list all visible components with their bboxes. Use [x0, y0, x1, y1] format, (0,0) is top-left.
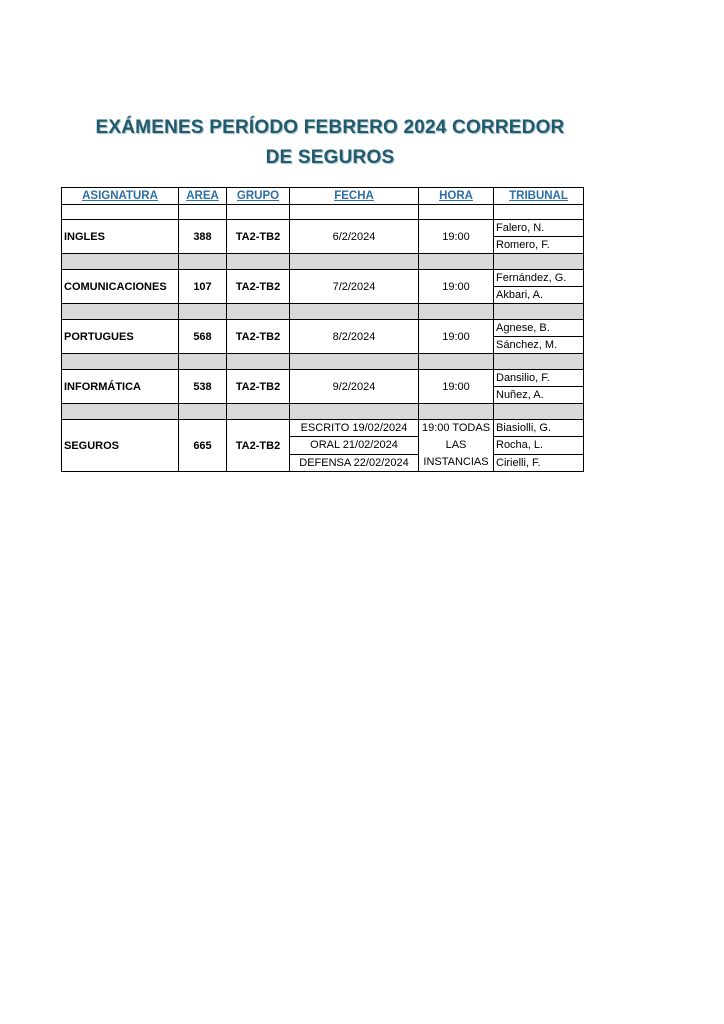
- time-cell-all-instances: [419, 420, 494, 472]
- table-row: [62, 370, 584, 387]
- tribunal-member: Dansilio, F.: [494, 370, 584, 387]
- separator-row: [62, 304, 584, 320]
- tribunal-member: Rocha, L.: [494, 437, 584, 454]
- subject-cell: SEGUROS: [62, 420, 179, 472]
- date-cell-escrito: ESCRITO 19/02/2024: [290, 420, 419, 437]
- time-cell: 19:00: [419, 270, 494, 304]
- area-cell: 538: [179, 370, 227, 404]
- tribunal-member: Biasiolli, G.: [494, 420, 584, 437]
- tribunal-member: Romero, F.: [494, 237, 584, 254]
- date-cell-defensa: DEFENSA 22/02/2024: [290, 454, 419, 471]
- tribunal-member: Agnese, B.: [494, 320, 584, 337]
- tribunal-member: Cirielli, F.: [494, 454, 584, 471]
- tribunal-member: Sánchez, M.: [494, 337, 584, 354]
- area-cell: 568: [179, 320, 227, 354]
- time-cell: 19:00: [419, 220, 494, 254]
- separator-row: [62, 404, 584, 420]
- tribunal-member: Akbari, A.: [494, 287, 584, 304]
- group-cell: TA2-TB2: [227, 320, 290, 354]
- header-asignatura: ASIGNATURA: [62, 188, 179, 205]
- area-cell: 107: [179, 270, 227, 304]
- table-row: [62, 220, 584, 237]
- tribunal-member: Falero, N.: [494, 220, 584, 237]
- area-cell: 388: [179, 220, 227, 254]
- tribunal-member: Fernández, G.: [494, 270, 584, 287]
- area-cell: 665: [179, 420, 227, 472]
- header-hora: HORA: [419, 188, 494, 205]
- group-cell: TA2-TB2: [227, 270, 290, 304]
- date-cell: 7/2/2024: [290, 270, 419, 304]
- time-line: 19:00 TODAS: [421, 422, 491, 434]
- table-row: [62, 270, 584, 287]
- header-area: AREA: [179, 188, 227, 205]
- group-cell: TA2-TB2: [227, 220, 290, 254]
- table-row: [62, 320, 584, 337]
- date-cell: 8/2/2024: [290, 320, 419, 354]
- subject-cell: INGLES: [62, 220, 179, 254]
- date-cell: 9/2/2024: [290, 370, 419, 404]
- spacer-row: [62, 205, 584, 220]
- time-line: LAS: [445, 439, 467, 451]
- header-fecha: FECHA: [290, 188, 419, 205]
- subject-cell: INFORMÁTICA: [62, 370, 179, 404]
- subject-cell: COMUNICACIONES: [62, 270, 179, 304]
- group-cell: TA2-TB2: [227, 420, 290, 472]
- header-row: [62, 188, 584, 205]
- page-title-line-1: EXÁMENES PERÍODO FEBRERO 2024 CORREDOR: [95, 117, 565, 138]
- page-title-line-2: DE SEGUROS: [265, 147, 395, 168]
- header-tribunal: TRIBUNAL: [494, 188, 584, 205]
- date-cell: 6/2/2024: [290, 220, 419, 254]
- time-cell: 19:00: [419, 370, 494, 404]
- header-grupo: GRUPO: [227, 188, 290, 205]
- table-row: [62, 420, 584, 437]
- exam-schedule-table: [61, 187, 584, 472]
- subject-cell: PORTUGUES: [62, 320, 179, 354]
- separator-row: [62, 254, 584, 270]
- time-line: INSTANCIAS: [423, 456, 489, 468]
- separator-row: [62, 354, 584, 370]
- date-cell-oral: ORAL 21/02/2024: [290, 437, 419, 454]
- group-cell: TA2-TB2: [227, 370, 290, 404]
- tribunal-member: Nuñez, A.: [494, 387, 584, 404]
- time-cell: 19:00: [419, 320, 494, 354]
